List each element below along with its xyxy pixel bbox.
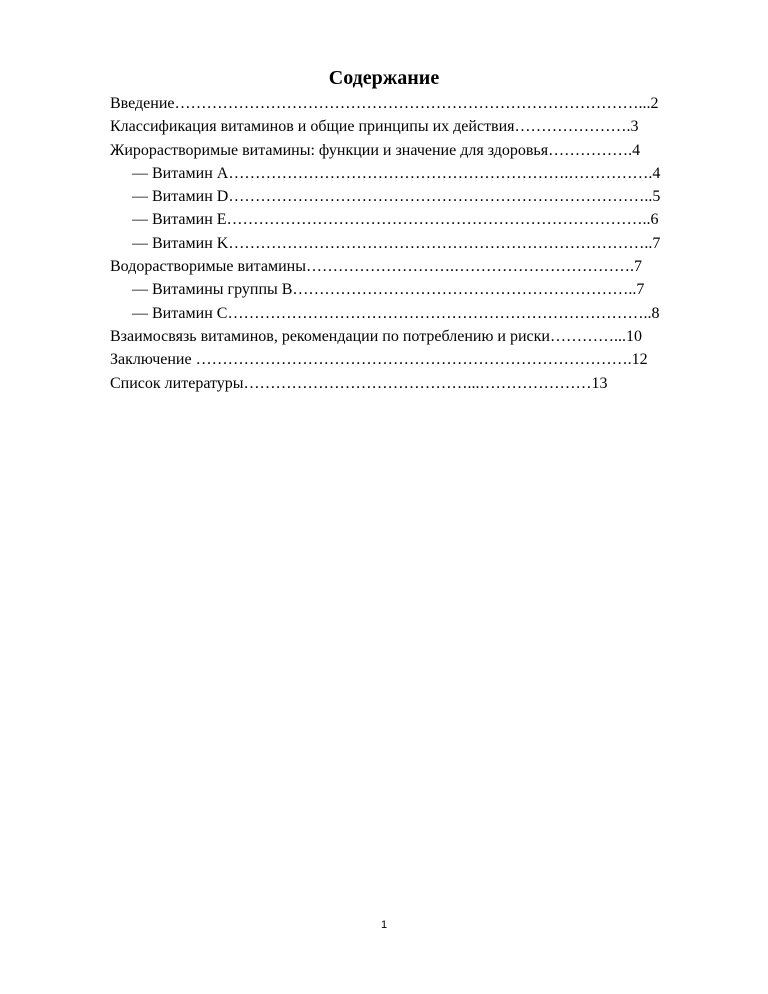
toc-page-number: 7 — [633, 258, 642, 276]
page-title: Содержание — [328, 67, 440, 89]
table-of-contents — [110, 92, 722, 395]
toc-entry-vitamin-k — [110, 232, 722, 255]
toc-entry-conclusion — [110, 348, 722, 371]
toc-entry-water-soluble — [110, 255, 722, 278]
toc-leader-dots: ……………………….……………………………. — [305, 258, 634, 276]
toc-page-number: 4 — [652, 164, 661, 182]
toc-entry-text: — Витамин D — [132, 188, 229, 206]
toc-entry-text: — Витамин K — [132, 234, 229, 252]
toc-entry-vitamin-c — [110, 302, 722, 325]
toc-page-number: 12 — [631, 351, 648, 369]
toc-entry-text: — Витамины группы B — [132, 281, 293, 299]
toc-leader-dots: ………………………………………………………………………. — [195, 351, 632, 369]
toc-leader-dots: ……………. — [548, 141, 633, 159]
toc-leader-dots: ……………………………………………………….……………. — [228, 164, 653, 182]
toc-entry-interrelation — [110, 325, 722, 348]
toc-entry-references — [110, 372, 722, 395]
toc-leader-dots: ……………………………………………………………………………... — [174, 95, 651, 112]
toc-page-number: 7 — [652, 234, 661, 252]
toc-entry-vitamin-b-group — [110, 278, 722, 301]
toc-entry-text: Жирорастворимые витамины: функции и значение для здоровья — [110, 141, 549, 159]
toc-entry-classification — [110, 115, 722, 138]
toc-page-number: 10 — [625, 327, 642, 345]
toc-leader-dots: ……………………………………………………….. — [292, 281, 637, 299]
toc-entry-text: Водорастворимые витамины — [110, 258, 306, 276]
toc-entry-fat-soluble — [110, 139, 722, 162]
toc-page-number: 2 — [650, 95, 659, 112]
toc-entry-introduction — [110, 92, 722, 115]
toc-leader-dots: …………... — [549, 327, 626, 345]
toc-page-number: 13 — [591, 374, 608, 392]
toc-entry-text: — Витамин A — [132, 164, 229, 182]
toc-entry-text: Заключение — [110, 351, 196, 369]
toc-page-number: 3 — [630, 118, 639, 136]
toc-entry-text: Введение — [110, 95, 175, 112]
toc-entry-text: Взаимосвязь витаминов, рекомендации по потреблению и риски — [110, 327, 550, 345]
toc-page-number: 7 — [636, 281, 645, 299]
toc-leader-dots: …………………………………………………………………….. — [228, 188, 653, 206]
toc-page-number: 6 — [650, 211, 659, 229]
toc-page-number: 4 — [632, 141, 641, 159]
toc-entry-text: — Витамин C — [132, 304, 228, 322]
page-number: 1 — [380, 919, 388, 931]
toc-leader-dots: ……………………………………...………………… — [243, 374, 592, 392]
toc-entry-text: Классификация витаминов и общие принципы их действия — [110, 118, 515, 136]
toc-leader-dots: …………………. — [514, 118, 631, 136]
toc-entry-text: — Витамин E — [132, 211, 227, 229]
toc-entry-vitamin-d — [110, 185, 722, 208]
toc-leader-dots: …………………………………………………………………….. — [227, 304, 652, 322]
toc-entry-vitamin-e — [110, 208, 722, 231]
toc-leader-dots: …………………………………………………………………….. — [226, 211, 651, 229]
toc-leader-dots: …………………………………………………………………….. — [228, 234, 653, 252]
toc-page-number: 8 — [651, 304, 660, 322]
toc-entry-text: Список литературы — [110, 374, 244, 392]
toc-page-number: 5 — [652, 188, 661, 206]
toc-entry-vitamin-a — [110, 162, 722, 185]
